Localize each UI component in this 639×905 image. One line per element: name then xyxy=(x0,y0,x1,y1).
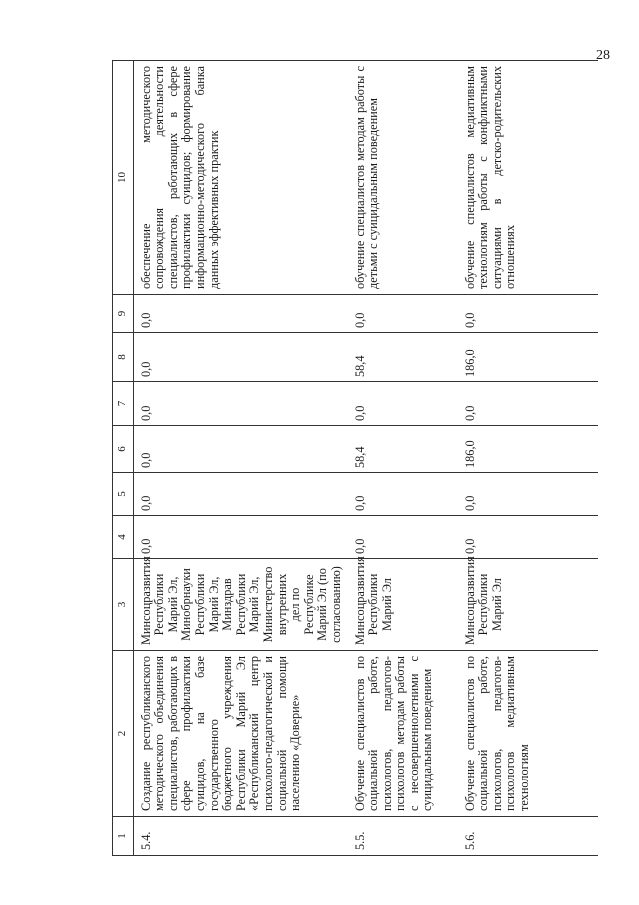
result-cell: обучение специалистов методам работы с детьми с суицидальным поведением xyxy=(348,61,458,295)
row-number: 5.5. xyxy=(348,817,458,856)
col-header-10: 10 xyxy=(113,61,134,295)
value-cell: 0,0 xyxy=(458,473,598,516)
value-cell: 0,0 xyxy=(133,473,347,516)
rotated-table-sheet xyxy=(112,61,602,856)
table-row xyxy=(348,61,458,856)
value-cell: 0,0 xyxy=(133,426,347,473)
value-cell: 0,0 xyxy=(348,295,458,333)
plan-table xyxy=(112,60,598,856)
col-header-1: 1 xyxy=(113,817,134,856)
value-cell: 58,4 xyxy=(348,426,458,473)
executor-cell: Минсоцразвития Республики Марий Эл xyxy=(348,559,458,651)
result-cell: обучение специалистов медиативным технологиям работы с конфликтными ситуациями в детско-родительских отношениях xyxy=(458,61,598,295)
col-header-8: 8 xyxy=(113,333,134,382)
executor-cell: Минсоцразвития Республики Марий Эл, Минобрнауки Республики Марий Эл, Минздрав Республики Марий Эл, Министерство внутренних дел по Республике Марий Эл (по согласованию) xyxy=(133,559,347,651)
col-header-6: 6 xyxy=(113,426,134,473)
value-cell: 58,4 xyxy=(348,333,458,382)
value-cell: 0,0 xyxy=(458,295,598,333)
col-header-3: 3 xyxy=(113,559,134,651)
value-cell: 0,0 xyxy=(133,333,347,382)
row-number: 5.6. xyxy=(458,817,598,856)
table-row xyxy=(133,61,347,856)
task-cell: Обучение специалистов по социальной работе, психологов, педагогов-психологов медиативным технологиям xyxy=(458,651,598,817)
value-cell: 186,0 xyxy=(458,333,598,382)
value-cell: 0,0 xyxy=(348,382,458,426)
header-row xyxy=(113,61,134,856)
value-cell: 0,0 xyxy=(458,382,598,426)
row-number: 5.4. xyxy=(133,817,347,856)
value-cell: 186,0 xyxy=(458,426,598,473)
value-cell: 0,0 xyxy=(348,516,458,559)
executor-cell: Минсоцразвития Республики Марий Эл xyxy=(458,559,598,651)
task-cell: Создание республиканского методического объединения специалистов, работающих в сфере профилактики суицидов, на базе государственного бюджетного учреждения Республики Марий Эл «Республиканский центр психолого-педагогической и социальной помощи населению «Доверие» xyxy=(133,651,347,817)
value-cell: 0,0 xyxy=(348,473,458,516)
result-cell: обеспечение методического сопровождения деятельности специалистов, работающих в сфере профилактики суицидов; формирование информационно-методического банка данных эффективных практик xyxy=(133,61,347,295)
value-cell: 0,0 xyxy=(133,516,347,559)
task-cell: Обучение специалистов по социальной работе, психологов, педагогов-психологов методам работы с несовершеннолетними с суицидальным поведением xyxy=(348,651,458,817)
value-cell: 0,0 xyxy=(133,382,347,426)
value-cell: 0,0 xyxy=(458,516,598,559)
col-header-9: 9 xyxy=(113,295,134,333)
col-header-5: 5 xyxy=(113,473,134,516)
page-number: 28 xyxy=(596,48,610,63)
col-header-4: 4 xyxy=(113,516,134,559)
col-header-2: 2 xyxy=(113,651,134,817)
value-cell: 0,0 xyxy=(133,295,347,333)
col-header-7: 7 xyxy=(113,382,134,426)
table-row xyxy=(458,61,598,856)
